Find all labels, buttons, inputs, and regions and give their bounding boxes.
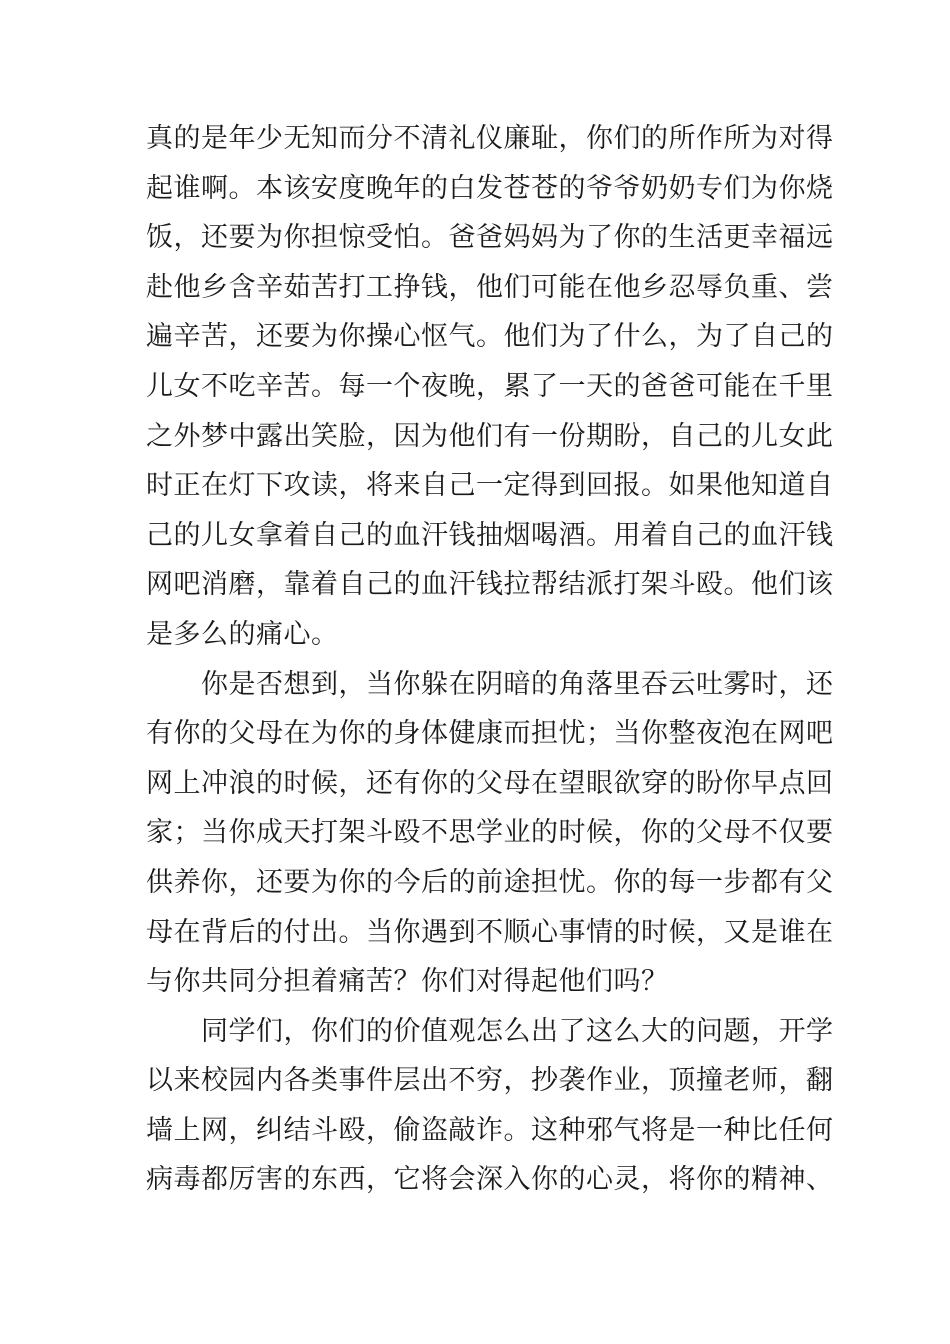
text-line: 儿女不吃辛苦。每一个夜晚，累了一天的爸爸可能在千里 bbox=[146, 370, 834, 402]
text-line: 墙上网，纠结斗殴，偷盗敲诈。这种邪气将是一种比任何 bbox=[146, 1114, 834, 1146]
text-line: 遍辛苦，还要为你操心怄气。他们为了什么，为了自己的 bbox=[146, 321, 834, 353]
text-line: 饭，还要为你担惊受怕。爸爸妈妈为了你的生活更幸福远 bbox=[146, 222, 834, 254]
text-line: 母在背后的付出。当你遇到不顺心事情的时候，又是谁在 bbox=[146, 916, 834, 948]
text-line: 网吧消磨，靠着自己的血汗钱拉帮结派打架斗殴。他们该 bbox=[146, 569, 834, 601]
text-line: 之外梦中露出笑脸，因为他们有一份期盼，自己的儿女此 bbox=[146, 420, 834, 452]
text-line: 真的是年少无知而分不清礼仪廉耻，你们的所作所为对得 bbox=[146, 123, 834, 154]
text-line: 己的儿女拿着自己的血汗钱抽烟喝酒。用着自己的血汗钱 bbox=[146, 519, 834, 551]
text-line: 起谁啊。本该安度晚年的白发苍苍的爷爷奶奶专们为你烧 bbox=[146, 172, 834, 204]
paragraph-3 bbox=[146, 1007, 834, 1205]
text-line: 以来校园内各类事件层出不穷，抄袭作业，顶撞老师，翻 bbox=[146, 1065, 834, 1097]
paragraph-1 bbox=[146, 114, 834, 660]
text-line: 与你共同分担着痛苦？你们对得起他们吗？ bbox=[146, 966, 669, 998]
text-line: 供养你，还要为你的今后的前途担忧。你的每一步都有父 bbox=[146, 866, 834, 898]
text-line: 你是否想到，当你躲在阴暗的角落里吞云吐雾时，还 bbox=[201, 668, 834, 700]
text-line: 赴他乡含辛茹苦打工挣钱，他们可能在他乡忍辱负重、尝 bbox=[146, 271, 834, 303]
text-line: 时正在灯下攻读，将来自己一定得到回报。如果他知道自 bbox=[146, 470, 834, 502]
text-line: 是多么的痛心。 bbox=[146, 618, 339, 650]
text-line: 病毒都厉害的东西，它将会深入你的心灵，将你的精神、 bbox=[146, 1164, 834, 1196]
document-body bbox=[146, 114, 834, 1205]
text-line: 同学们，你们的价值观怎么出了这么大的问题，开学 bbox=[201, 1015, 834, 1047]
text-line: 家；当你成天打架斗殴不思学业的时候，你的父母不仅要 bbox=[146, 817, 834, 849]
paragraph-2 bbox=[146, 660, 834, 1007]
text-line: 有你的父母在为你的身体健康而担忧；当你整夜泡在网吧 bbox=[146, 718, 834, 750]
text-line: 网上冲浪的时候，还有你的父母在望眼欲穿的盼你早点回 bbox=[146, 767, 834, 799]
